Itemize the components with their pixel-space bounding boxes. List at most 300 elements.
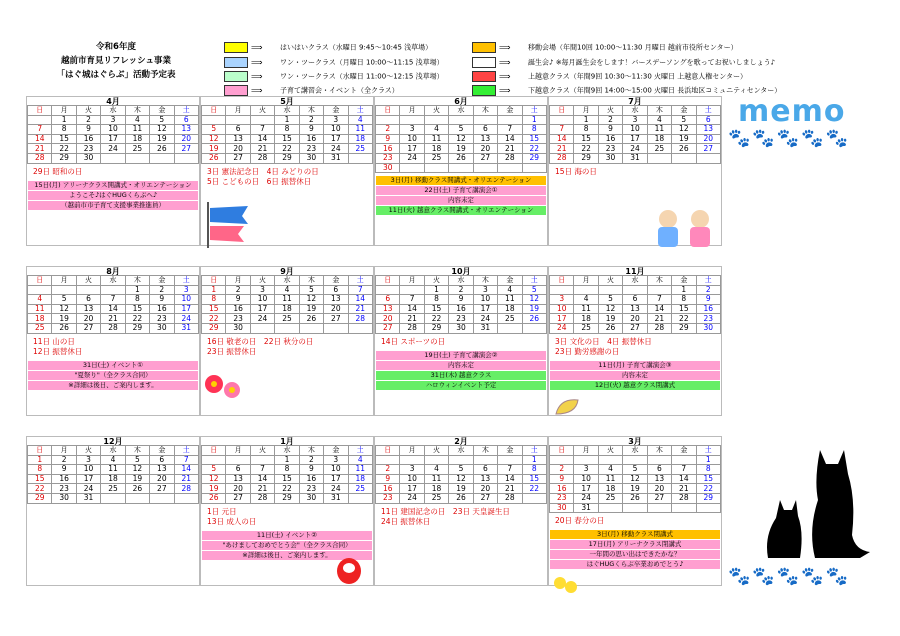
day-cell: 19 xyxy=(150,134,174,144)
day-cell: 1 xyxy=(52,115,76,125)
weekday-header: 木 xyxy=(473,446,497,456)
day-cell: 28 xyxy=(550,153,574,163)
day-cell: 24 xyxy=(550,323,574,333)
day-cell xyxy=(348,153,372,163)
event-note: 11日(土) イベント② xyxy=(202,531,372,540)
month-calendar xyxy=(549,275,721,334)
day-cell: 8 xyxy=(275,125,299,135)
day-cell: 22 xyxy=(672,314,696,324)
day-cell: 24 xyxy=(574,493,598,503)
day-cell: 26 xyxy=(449,153,473,163)
day-cell: 12 xyxy=(449,134,473,144)
day-cell: 20 xyxy=(150,474,174,484)
day-cell: 13 xyxy=(150,465,174,475)
day-cell: 17 xyxy=(550,314,574,324)
day-cell xyxy=(424,455,448,465)
day-cell: 9 xyxy=(150,295,174,305)
weekday-header: 土 xyxy=(348,276,372,286)
day-cell: 11 xyxy=(647,125,671,135)
weekday-header: 土 xyxy=(348,106,372,116)
weekday-header: 金 xyxy=(324,276,348,286)
day-cell: 17 xyxy=(174,304,198,314)
day-cell xyxy=(522,493,546,503)
day-cell: 13 xyxy=(473,134,497,144)
day-cell: 11 xyxy=(125,125,149,135)
event-note: （越前市市子育て支援事業推進員） xyxy=(28,201,198,210)
day-cell: 15 xyxy=(424,304,448,314)
day-cell xyxy=(498,455,522,465)
day-cell: 20 xyxy=(376,314,400,324)
day-cell: 26 xyxy=(623,493,647,503)
day-cell: 28 xyxy=(28,153,52,163)
day-cell: 25 xyxy=(348,144,372,154)
legend-item xyxy=(472,42,738,53)
day-cell: 3 xyxy=(473,285,497,295)
holiday-note: 16日 敬老の日 22日 秋分の日 xyxy=(207,336,314,346)
month-calendar xyxy=(27,105,199,164)
day-cell: 7 xyxy=(647,295,671,305)
weekday-header: 木 xyxy=(473,276,497,286)
day-cell: 13 xyxy=(174,125,198,135)
month-block xyxy=(548,266,722,416)
day-cell: 16 xyxy=(76,134,100,144)
leaf-icon xyxy=(554,396,582,418)
day-cell xyxy=(376,115,400,125)
day-cell: 22 xyxy=(574,144,598,154)
event-note: ※詳細は後日、ご案内します。 xyxy=(28,381,198,390)
day-cell: 26 xyxy=(202,493,226,503)
weekday-header: 水 xyxy=(449,276,473,286)
event-note: 12日(火) 越意クラス閉講式 xyxy=(550,381,720,390)
day-cell xyxy=(696,503,720,513)
day-cell: 22 xyxy=(522,484,546,494)
day-cell xyxy=(449,455,473,465)
day-cell: 21 xyxy=(101,314,125,324)
month-block xyxy=(26,266,200,416)
event-note: 31日(土) イベント① xyxy=(28,361,198,370)
arrow-icon: ⟹ xyxy=(499,85,511,95)
day-cell: 14 xyxy=(348,295,372,305)
day-cell xyxy=(250,115,274,125)
day-cell: 28 xyxy=(647,323,671,333)
legend-label: 誕生会♪ ※毎月誕生会をします！バースデーソングを歌ってお祝いしましょう♪ xyxy=(528,58,776,67)
weekday-header: 水 xyxy=(275,276,299,286)
day-cell: 18 xyxy=(101,474,125,484)
weekday-header: 水 xyxy=(275,106,299,116)
day-cell: 18 xyxy=(28,314,52,324)
weekday-header: 日 xyxy=(376,276,400,286)
weekday-header: 火 xyxy=(76,106,100,116)
weekday-header: 木 xyxy=(125,446,149,456)
day-cell: 23 xyxy=(299,484,323,494)
day-cell: 3 xyxy=(174,285,198,295)
day-cell: 3 xyxy=(250,285,274,295)
day-cell xyxy=(473,115,497,125)
day-cell: 19 xyxy=(672,134,696,144)
day-cell: 19 xyxy=(449,484,473,494)
weekday-header: 土 xyxy=(522,276,546,286)
day-cell: 23 xyxy=(376,493,400,503)
day-cell: 30 xyxy=(376,163,400,173)
day-cell: 6 xyxy=(324,285,348,295)
day-cell: 13 xyxy=(473,474,497,484)
month-name: 8月 xyxy=(106,267,120,276)
legend-item xyxy=(224,71,444,82)
day-cell: 12 xyxy=(299,295,323,305)
event-note: 19日(土) 子育て講演会② xyxy=(376,351,546,360)
day-cell: 20 xyxy=(473,144,497,154)
day-cell: 8 xyxy=(672,295,696,305)
hina-dolls-icon xyxy=(650,205,720,250)
day-cell: 17 xyxy=(324,134,348,144)
day-cell: 12 xyxy=(202,134,226,144)
day-cell: 1 xyxy=(574,115,598,125)
day-cell: 26 xyxy=(522,314,546,324)
weekday-header: 木 xyxy=(473,106,497,116)
day-cell: 9 xyxy=(376,474,400,484)
legend-item xyxy=(472,57,775,68)
day-cell: 20 xyxy=(226,144,250,154)
weekday-header: 月 xyxy=(574,446,598,456)
day-cell: 21 xyxy=(498,144,522,154)
day-cell: 11 xyxy=(101,465,125,475)
day-cell: 9 xyxy=(449,295,473,305)
day-cell: 25 xyxy=(574,323,598,333)
day-cell xyxy=(150,493,174,503)
day-cell: 20 xyxy=(324,304,348,314)
day-cell xyxy=(647,455,671,465)
day-cell: 2 xyxy=(299,455,323,465)
weekday-header: 火 xyxy=(250,446,274,456)
day-cell: 19 xyxy=(449,144,473,154)
month-name: 10月 xyxy=(451,267,471,276)
legend-swatch xyxy=(224,71,248,82)
day-cell: 18 xyxy=(424,484,448,494)
day-cell: 19 xyxy=(52,314,76,324)
day-cell: 29 xyxy=(275,153,299,163)
day-cell: 1 xyxy=(424,285,448,295)
day-cell: 3 xyxy=(76,455,100,465)
event-note: "夏祭り"（全クラス合同） xyxy=(28,371,198,380)
day-cell: 23 xyxy=(696,314,720,324)
day-cell: 3 xyxy=(623,115,647,125)
day-cell: 6 xyxy=(226,465,250,475)
weekday-header: 火 xyxy=(424,276,448,286)
day-cell: 12 xyxy=(125,465,149,475)
weekday-header: 日 xyxy=(28,446,52,456)
day-cell: 7 xyxy=(400,295,424,305)
day-cell: 9 xyxy=(299,125,323,135)
day-cell: 11 xyxy=(424,474,448,484)
month-block xyxy=(548,436,722,586)
day-cell: 11 xyxy=(348,465,372,475)
day-cell: 29 xyxy=(672,323,696,333)
day-cell: 4 xyxy=(424,125,448,135)
day-cell: 5 xyxy=(672,115,696,125)
day-cell xyxy=(498,115,522,125)
day-cell: 13 xyxy=(623,304,647,314)
day-cell: 3 xyxy=(400,125,424,135)
legend-swatch xyxy=(224,57,248,68)
day-cell xyxy=(449,163,473,173)
weekday-header: 日 xyxy=(202,446,226,456)
day-cell: 25 xyxy=(348,484,372,494)
flower-icon xyxy=(202,372,246,408)
day-cell: 14 xyxy=(498,474,522,484)
weekday-header: 水 xyxy=(101,276,125,286)
day-cell: 18 xyxy=(424,144,448,154)
weekday-header: 月 xyxy=(400,446,424,456)
day-cell: 7 xyxy=(174,455,198,465)
day-cell: 18 xyxy=(574,314,598,324)
weekday-header: 木 xyxy=(299,446,323,456)
day-cell: 24 xyxy=(324,484,348,494)
day-cell: 6 xyxy=(174,115,198,125)
cat-silhouette-icon xyxy=(760,440,870,560)
arrow-icon: ⟹ xyxy=(251,42,263,52)
day-cell xyxy=(101,285,125,295)
legend-label: はいはいクラス（水曜日 9:45～10:45 浅草場） xyxy=(280,43,433,52)
day-cell: 9 xyxy=(226,295,250,305)
weekday-header: 月 xyxy=(52,276,76,286)
day-cell: 7 xyxy=(250,125,274,135)
weekday-header: 月 xyxy=(52,106,76,116)
day-cell: 27 xyxy=(696,144,720,154)
day-cell: 24 xyxy=(400,493,424,503)
day-cell: 25 xyxy=(647,144,671,154)
day-cell: 25 xyxy=(598,493,622,503)
day-cell: 15 xyxy=(52,134,76,144)
day-cell: 16 xyxy=(226,304,250,314)
day-cell: 23 xyxy=(76,144,100,154)
month-calendar xyxy=(375,445,547,504)
day-cell: 1 xyxy=(275,115,299,125)
holiday-note: 20日 春分の日 xyxy=(555,516,605,526)
month-block xyxy=(26,436,200,586)
weekday-header: 火 xyxy=(76,276,100,286)
month-calendar xyxy=(27,275,199,334)
day-cell xyxy=(473,163,497,173)
day-cell: 29 xyxy=(202,323,226,333)
day-cell: 20 xyxy=(623,314,647,324)
legend-swatch xyxy=(472,71,496,82)
day-cell: 4 xyxy=(101,455,125,465)
day-cell: 8 xyxy=(125,295,149,305)
legend-swatch xyxy=(472,85,496,96)
day-cell: 10 xyxy=(324,465,348,475)
day-cell: 8 xyxy=(202,295,226,305)
legend-swatch xyxy=(472,42,496,53)
day-cell: 17 xyxy=(574,484,598,494)
day-cell: 1 xyxy=(672,285,696,295)
day-cell: 23 xyxy=(52,484,76,494)
holiday-note: 1日 元日 xyxy=(207,506,237,516)
month-calendar xyxy=(201,445,373,504)
day-cell: 10 xyxy=(574,474,598,484)
day-cell: 14 xyxy=(101,304,125,314)
arrow-icon: ⟹ xyxy=(251,57,263,67)
holiday-note: 15日 海の日 xyxy=(555,166,597,176)
day-cell: 12 xyxy=(202,474,226,484)
day-cell: 27 xyxy=(376,323,400,333)
day-cell: 1 xyxy=(28,455,52,465)
day-cell: 10 xyxy=(174,295,198,305)
day-cell: 13 xyxy=(696,125,720,135)
day-cell: 18 xyxy=(348,134,372,144)
weekday-header: 日 xyxy=(28,276,52,286)
day-cell xyxy=(52,285,76,295)
day-cell: 25 xyxy=(28,323,52,333)
holiday-note: 14日 スポーツの日 xyxy=(381,336,446,346)
weekday-header: 日 xyxy=(202,106,226,116)
weekday-header: 月 xyxy=(400,276,424,286)
day-cell: 23 xyxy=(550,493,574,503)
month-name: 9月 xyxy=(280,267,294,276)
day-cell: 10 xyxy=(550,304,574,314)
day-cell: 23 xyxy=(449,314,473,324)
day-cell: 2 xyxy=(299,115,323,125)
day-cell: 15 xyxy=(522,134,546,144)
day-cell: 23 xyxy=(299,144,323,154)
page-title xyxy=(26,40,206,82)
holiday-note: 29日 昭和の日 xyxy=(33,166,83,176)
day-cell xyxy=(101,153,125,163)
day-cell: 13 xyxy=(324,295,348,305)
day-cell: 9 xyxy=(76,125,100,135)
day-cell: 19 xyxy=(598,314,622,324)
day-cell xyxy=(202,455,226,465)
day-cell: 23 xyxy=(226,314,250,324)
event-note: 31日(木) 越意クラス xyxy=(376,371,546,380)
day-cell: 22 xyxy=(52,144,76,154)
day-cell: 24 xyxy=(174,314,198,324)
day-cell: 18 xyxy=(498,304,522,314)
day-cell: 12 xyxy=(449,474,473,484)
day-cell: 7 xyxy=(498,465,522,475)
day-cell xyxy=(400,115,424,125)
day-cell: 27 xyxy=(647,493,671,503)
day-cell: 29 xyxy=(522,153,546,163)
day-cell: 16 xyxy=(52,474,76,484)
month-name: 1月 xyxy=(280,437,294,446)
day-cell: 7 xyxy=(250,465,274,475)
weekday-header: 土 xyxy=(522,106,546,116)
day-cell: 17 xyxy=(324,474,348,484)
weekday-header: 金 xyxy=(324,446,348,456)
day-cell xyxy=(522,323,546,333)
day-cell: 29 xyxy=(696,493,720,503)
weekday-header: 水 xyxy=(101,106,125,116)
legend-swatch xyxy=(224,42,248,53)
day-cell: 2 xyxy=(550,465,574,475)
day-cell: 7 xyxy=(550,125,574,135)
weekday-header: 火 xyxy=(424,446,448,456)
event-note: "あけましておめでとう会"（全クラス合同） xyxy=(202,541,372,550)
day-cell: 24 xyxy=(324,144,348,154)
day-cell: 6 xyxy=(647,465,671,475)
weekday-header: 金 xyxy=(498,106,522,116)
day-cell: 5 xyxy=(522,285,546,295)
day-cell xyxy=(348,493,372,503)
day-cell xyxy=(550,115,574,125)
weekday-header: 日 xyxy=(376,106,400,116)
day-cell xyxy=(574,285,598,295)
day-cell: 16 xyxy=(299,134,323,144)
day-cell: 5 xyxy=(125,455,149,465)
weekday-header: 水 xyxy=(275,446,299,456)
day-cell: 3 xyxy=(324,455,348,465)
month-block xyxy=(374,436,548,586)
day-cell: 13 xyxy=(76,304,100,314)
day-cell: 4 xyxy=(498,285,522,295)
day-cell: 8 xyxy=(574,125,598,135)
day-cell: 5 xyxy=(202,465,226,475)
day-cell: 8 xyxy=(522,125,546,135)
title-program: 越前市育見リフレッシュ事業 xyxy=(61,56,171,66)
day-cell: 25 xyxy=(125,144,149,154)
day-cell xyxy=(498,323,522,333)
day-cell: 21 xyxy=(174,474,198,484)
weekday-header: 水 xyxy=(623,106,647,116)
day-cell xyxy=(299,323,323,333)
month-block xyxy=(26,96,200,246)
day-cell: 14 xyxy=(672,474,696,484)
weekday-header: 月 xyxy=(400,106,424,116)
day-cell: 3 xyxy=(574,465,598,475)
day-cell: 3 xyxy=(324,115,348,125)
day-cell: 4 xyxy=(28,295,52,305)
weekday-header: 木 xyxy=(299,276,323,286)
day-cell: 24 xyxy=(473,314,497,324)
day-cell: 22 xyxy=(125,314,149,324)
day-cell: 7 xyxy=(101,295,125,305)
day-cell: 30 xyxy=(696,323,720,333)
day-cell: 27 xyxy=(623,323,647,333)
weekday-header: 土 xyxy=(174,276,198,286)
day-cell xyxy=(598,455,622,465)
event-note: 内容未定 xyxy=(550,371,720,380)
arrow-icon: ⟹ xyxy=(499,42,511,52)
day-cell: 15 xyxy=(574,134,598,144)
day-cell: 16 xyxy=(550,484,574,494)
month-name: 12月 xyxy=(103,437,123,446)
day-cell xyxy=(400,163,424,173)
day-cell: 29 xyxy=(125,323,149,333)
day-cell: 27 xyxy=(150,484,174,494)
event-note: ようこそ♪はぐHUGくらぶへ♪ xyxy=(28,191,198,200)
day-cell xyxy=(647,503,671,513)
legend-item xyxy=(224,42,432,53)
day-cell: 4 xyxy=(598,465,622,475)
day-cell: 24 xyxy=(400,153,424,163)
day-cell: 20 xyxy=(76,314,100,324)
day-cell: 26 xyxy=(672,144,696,154)
arrow-icon: ⟹ xyxy=(499,57,511,67)
event-note: 内容未定 xyxy=(376,196,546,205)
day-cell: 26 xyxy=(52,323,76,333)
event-note: 3日(月) 移動クラス開講式・オリエンテーション xyxy=(376,176,546,185)
day-cell: 11 xyxy=(28,304,52,314)
day-cell: 24 xyxy=(101,144,125,154)
weekday-header: 火 xyxy=(250,276,274,286)
day-cell: 12 xyxy=(52,304,76,314)
month-name: 3月 xyxy=(628,437,642,446)
day-cell: 28 xyxy=(250,153,274,163)
legend-item xyxy=(472,85,781,96)
day-cell: 19 xyxy=(202,144,226,154)
weekday-header: 土 xyxy=(696,106,720,116)
day-cell: 22 xyxy=(275,144,299,154)
